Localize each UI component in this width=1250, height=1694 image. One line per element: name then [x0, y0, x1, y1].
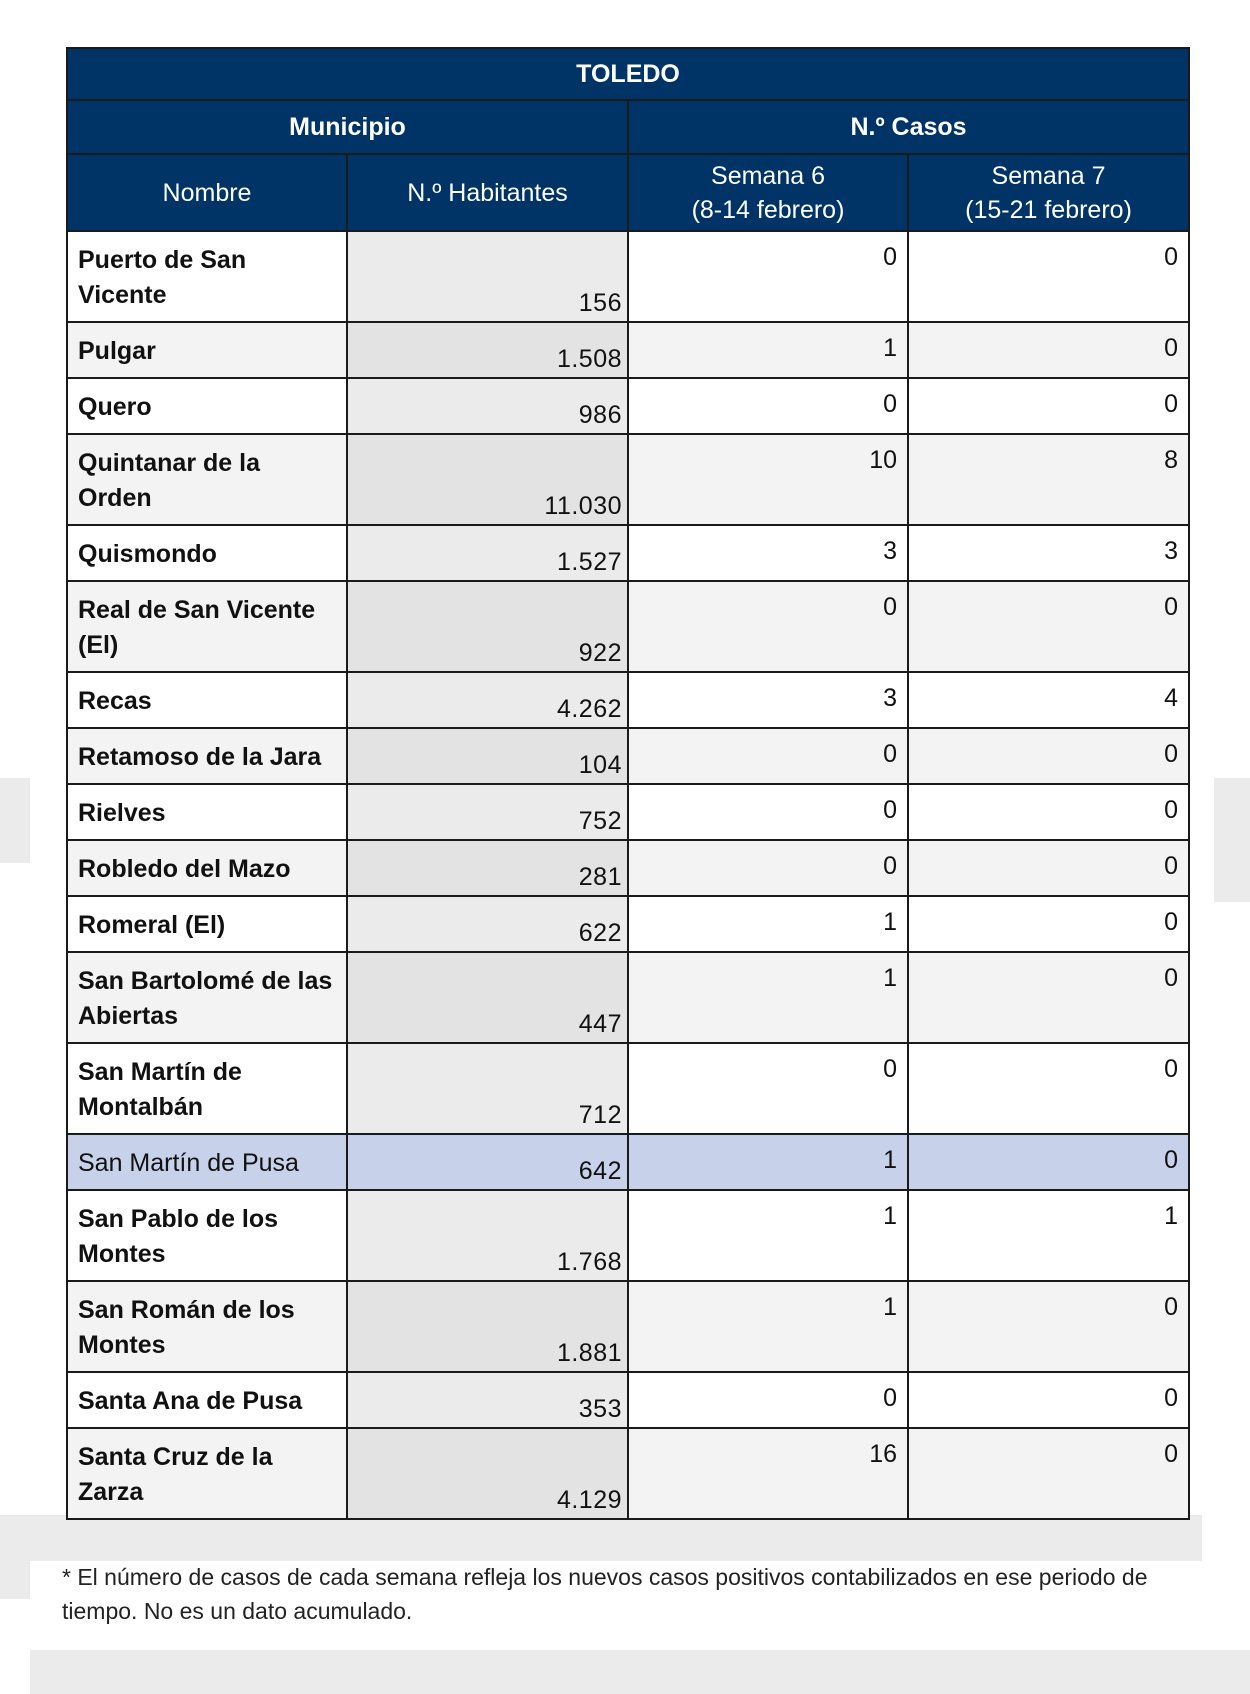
cell-habitantes: 1.527: [347, 525, 628, 581]
cell-nombre: Romeral (El): [67, 896, 347, 952]
table-row: [67, 840, 1189, 896]
cell-nombre: Retamoso de la Jara: [67, 728, 347, 784]
cell-nombre: San Martín de Montalbán: [67, 1043, 347, 1134]
cell-habitantes: 922: [347, 581, 628, 672]
cell-semana7: 0: [908, 952, 1189, 1043]
cell-semana7: 4: [908, 672, 1189, 728]
cell-habitantes: 281: [347, 840, 628, 896]
table-row: [67, 896, 1189, 952]
table-column-header-row: [67, 154, 1189, 231]
table-row: [67, 322, 1189, 378]
cell-habitantes: 642: [347, 1134, 628, 1190]
cell-semana7: 0: [908, 1134, 1189, 1190]
cell-nombre: Real de San Vicente (El): [67, 581, 347, 672]
cell-habitantes: 712: [347, 1043, 628, 1134]
column-header-semana6-line2: (8-14 febrero): [691, 195, 845, 224]
column-header-nombre: Nombre: [67, 154, 347, 231]
cell-nombre: Recas: [67, 672, 347, 728]
cell-habitantes: 986: [347, 378, 628, 434]
cell-habitantes: 11.030: [347, 434, 628, 525]
cell-semana6: 1: [628, 322, 908, 378]
cell-semana6: 10: [628, 434, 908, 525]
cell-semana6: 0: [628, 231, 908, 322]
cell-habitantes: 4.262: [347, 672, 628, 728]
table-row: [67, 525, 1189, 581]
table-row: [67, 728, 1189, 784]
group-header-municipio: Municipio: [67, 100, 628, 154]
column-header-semana7-line2: (15-21 febrero): [965, 195, 1132, 224]
table-row: [67, 1372, 1189, 1428]
cell-semana6: 0: [628, 840, 908, 896]
cases-table: [66, 47, 1190, 1520]
cell-nombre: Santa Ana de Pusa: [67, 1372, 347, 1428]
table-row: [67, 784, 1189, 840]
table-title-row: [67, 48, 1189, 100]
cell-nombre: Puerto de San Vicente: [67, 231, 347, 322]
cell-semana6: 3: [628, 672, 908, 728]
cell-nombre: San Bartolomé de las Abiertas: [67, 952, 347, 1043]
table-row: [67, 1190, 1189, 1281]
cell-nombre: Rielves: [67, 784, 347, 840]
cell-nombre: Santa Cruz de la Zarza: [67, 1428, 347, 1519]
cell-nombre: Pulgar: [67, 322, 347, 378]
background-band-bottom: [30, 1650, 1250, 1694]
cell-semana7: 0: [908, 378, 1189, 434]
table-row-highlighted: [67, 1134, 1189, 1190]
column-header-habitantes: N.º Habitantes: [347, 154, 628, 231]
cell-habitantes: 4.129: [347, 1428, 628, 1519]
cell-nombre: San Román de los Montes: [67, 1281, 347, 1372]
table-row: [67, 231, 1189, 322]
cell-habitantes: 622: [347, 896, 628, 952]
cell-semana6: 1: [628, 896, 908, 952]
cell-nombre: Robledo del Mazo: [67, 840, 347, 896]
table-row: [67, 581, 1189, 672]
cell-nombre: San Pablo de los Montes: [67, 1190, 347, 1281]
table-title: TOLEDO: [67, 48, 1189, 100]
cell-semana7: 0: [908, 896, 1189, 952]
column-header-semana7: [908, 154, 1189, 231]
background-block-right: [1214, 778, 1250, 902]
cell-semana6: 0: [628, 784, 908, 840]
table-row: [67, 672, 1189, 728]
cell-semana7: 0: [908, 581, 1189, 672]
cell-semana6: 1: [628, 1190, 908, 1281]
background-band: [0, 1515, 1202, 1561]
footnote: * El número de casos de cada semana refleja los nuevos casos positivos contabilizados en ese periodo de tiempo. No es un dato acumulado.: [62, 1564, 1148, 1624]
cell-semana6: 0: [628, 728, 908, 784]
cell-semana7: 3: [908, 525, 1189, 581]
cell-semana6: 1: [628, 1134, 908, 1190]
cell-semana6: 0: [628, 1043, 908, 1134]
table-group-header-row: [67, 100, 1189, 154]
cell-semana7: 0: [908, 728, 1189, 784]
table-row: [67, 378, 1189, 434]
cell-semana7: 0: [908, 784, 1189, 840]
table-row: [67, 1428, 1189, 1519]
cell-habitantes: 752: [347, 784, 628, 840]
cell-habitantes: 447: [347, 952, 628, 1043]
cell-semana7: 0: [908, 1043, 1189, 1134]
cell-habitantes: 156: [347, 231, 628, 322]
background-block-footnote-left: [0, 1561, 30, 1599]
table-row: [67, 1281, 1189, 1372]
table-row: [67, 434, 1189, 525]
cell-semana6: 1: [628, 1281, 908, 1372]
cell-habitantes: 1.768: [347, 1190, 628, 1281]
table-row: [67, 952, 1189, 1043]
cell-semana6: 3: [628, 525, 908, 581]
column-header-semana6: [628, 154, 908, 231]
cell-semana6: 0: [628, 1372, 908, 1428]
cell-semana7: 8: [908, 434, 1189, 525]
cell-nombre: Quintanar de la Orden: [67, 434, 347, 525]
cell-nombre: Quismondo: [67, 525, 347, 581]
cell-semana6: 0: [628, 378, 908, 434]
cell-semana7: 0: [908, 231, 1189, 322]
cell-habitantes: 353: [347, 1372, 628, 1428]
cell-habitantes: 104: [347, 728, 628, 784]
cell-semana7: 0: [908, 1372, 1189, 1428]
group-header-casos: N.º Casos: [628, 100, 1189, 154]
cell-semana7: 0: [908, 1428, 1189, 1519]
cell-semana7: 0: [908, 1281, 1189, 1372]
cell-nombre: San Martín de Pusa: [67, 1134, 347, 1190]
cell-semana7: 0: [908, 322, 1189, 378]
cell-semana6: 16: [628, 1428, 908, 1519]
cell-semana6: 1: [628, 952, 908, 1043]
cell-nombre: Quero: [67, 378, 347, 434]
cell-habitantes: 1.881: [347, 1281, 628, 1372]
column-header-semana7-line1: Semana 7: [991, 161, 1106, 190]
column-header-semana6-line1: Semana 6: [711, 161, 825, 190]
cell-semana7: 0: [908, 840, 1189, 896]
cases-table-container: [66, 47, 1188, 1520]
cell-semana7: 1: [908, 1190, 1189, 1281]
background-block-left: [0, 778, 30, 863]
cell-semana6: 0: [628, 581, 908, 672]
table-row: [67, 1043, 1189, 1134]
cell-habitantes: 1.508: [347, 322, 628, 378]
